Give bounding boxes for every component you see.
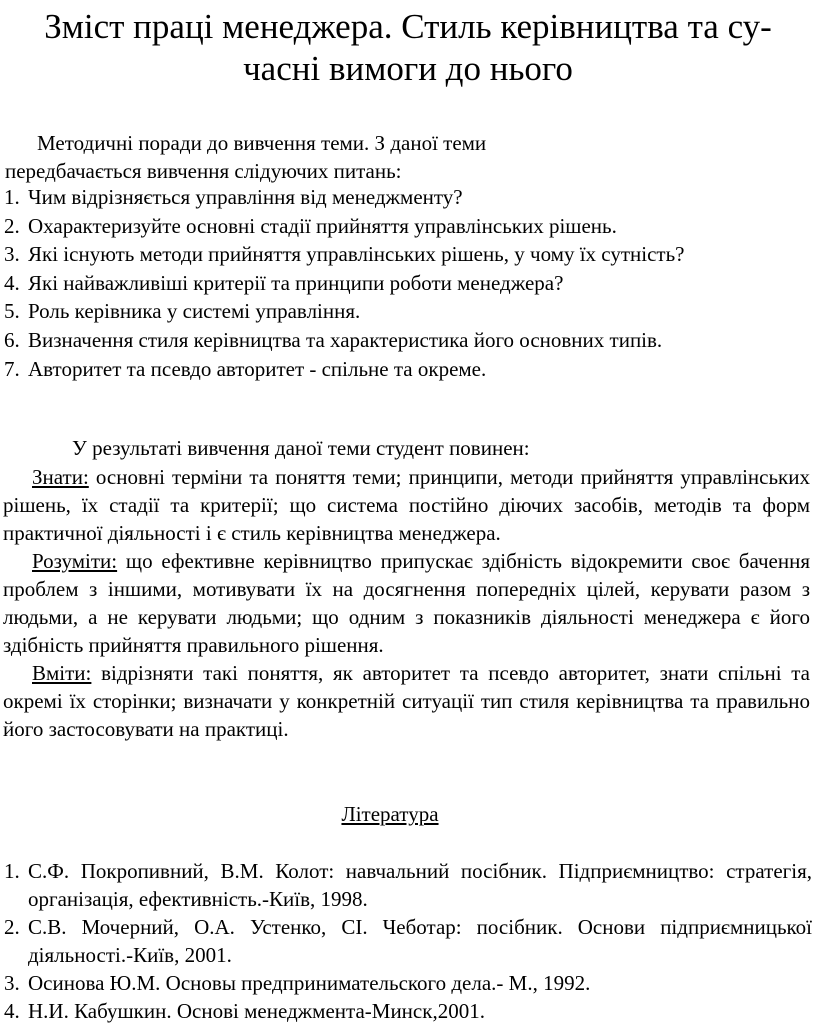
able-text: відрізняти такі поняття, як авторитет та псевдо авторитет, знати спільні та окремі їх сторінки; визначати у конкретній ситуації тип стиля керівництва та правильно його застосовувати на практиці. bbox=[3, 661, 810, 741]
literature-heading: Література bbox=[341, 802, 439, 826]
literature-text: Н.И. Кабушкин. Основі менеджмента-Минск,2001. bbox=[28, 999, 485, 1023]
literature-text: Осинова Ю.М. Основы предпринимательского дела.- М., 1992. bbox=[28, 971, 591, 995]
literature-item bbox=[0, 857, 812, 913]
able-label: Вміти: bbox=[32, 661, 92, 685]
question-text: Авторитет та псевдо авторитет - спільне та окреме. bbox=[28, 356, 487, 381]
literature-list bbox=[0, 857, 812, 1025]
understand-label: Розуміти: bbox=[32, 549, 118, 573]
intro-paragraph bbox=[5, 129, 805, 185]
intro-line-1: Методичні поради до вивчення теми. З даної теми bbox=[37, 131, 487, 155]
literature-item bbox=[0, 913, 812, 969]
know-text: основні терміни та поняття теми; принципи, методи прийняття управлінських рішень, їх стадії та критерії; що система постійно діючих засобів, методів та форм практичної діяльності і є стиль керівництва менеджера. bbox=[3, 465, 810, 545]
able-paragraph bbox=[3, 659, 810, 743]
literature-item bbox=[0, 969, 812, 997]
literature-number: 4. bbox=[4, 999, 20, 1023]
understand-paragraph bbox=[3, 547, 810, 659]
literature-item bbox=[0, 997, 812, 1025]
literature-text: С.В. Мочерний, О.А. Устенко, СІ. Чеботар: посібник. Основи підприємницької діяльності.-Київ, 2001. bbox=[28, 915, 812, 967]
question-item bbox=[0, 183, 800, 212]
literature-number: 3. bbox=[4, 971, 20, 995]
results-section bbox=[3, 463, 810, 743]
page-title bbox=[0, 6, 816, 90]
question-number: 1. bbox=[4, 185, 20, 209]
question-number: 3. bbox=[4, 242, 20, 267]
results-heading: У результаті вивчення даної теми студент повинен: bbox=[72, 436, 530, 460]
question-text: Чим відрізняється управління від менеджменту? bbox=[28, 185, 463, 209]
question-number: 2. bbox=[4, 213, 20, 238]
question-item bbox=[0, 269, 800, 298]
question-number: 6. bbox=[4, 327, 20, 352]
question-item bbox=[0, 212, 800, 241]
question-number: 4. bbox=[4, 270, 20, 295]
questions-list bbox=[0, 183, 800, 383]
title-line-1: Зміст праці менеджера. Стиль керівництва та су- bbox=[44, 7, 772, 46]
question-text: Які найважливіші критерії та принципи роботи менеджера? bbox=[28, 270, 564, 295]
literature-text: С.Ф. Покропивний, В.М. Колот: навчальний посібник. Підприємництво: стратегія, організація, ефективність.-Київ, 1998. bbox=[28, 859, 812, 911]
question-text: Визначення стиля керівництва та характеристика його основних типів. bbox=[28, 327, 663, 352]
question-item bbox=[0, 297, 800, 326]
question-text: Охарактеризуйте основні стадії прийняття управлінських рішень. bbox=[28, 213, 617, 238]
title-line-2: часні вимоги до нього bbox=[243, 49, 573, 88]
question-number: 5. bbox=[4, 299, 20, 324]
question-item bbox=[0, 240, 800, 269]
understand-text: що ефективне керівництво припускає здібність відокремити своє бачення проблем з іншими, мотивувати їх на досягнення попередніх цілей, керувати разом з людьми, а не керувати людьми; що одним з показників діяльності менеджера є його здібність прийняття правильного рішення. bbox=[3, 549, 810, 657]
intro-line-2: передбачається вивчення слідуючих питань: bbox=[5, 159, 402, 183]
know-paragraph bbox=[3, 463, 810, 547]
know-label: Знати: bbox=[32, 465, 89, 489]
question-text: Які існують методи прийняття управлінських рішень, у чому їх сутність? bbox=[28, 242, 685, 267]
literature-number: 2. bbox=[4, 915, 20, 939]
literature-number: 1. bbox=[4, 859, 20, 883]
question-item bbox=[0, 326, 800, 355]
question-number: 7. bbox=[4, 356, 20, 381]
question-item bbox=[0, 355, 800, 384]
question-text: Роль керівника у системі управління. bbox=[28, 299, 361, 324]
